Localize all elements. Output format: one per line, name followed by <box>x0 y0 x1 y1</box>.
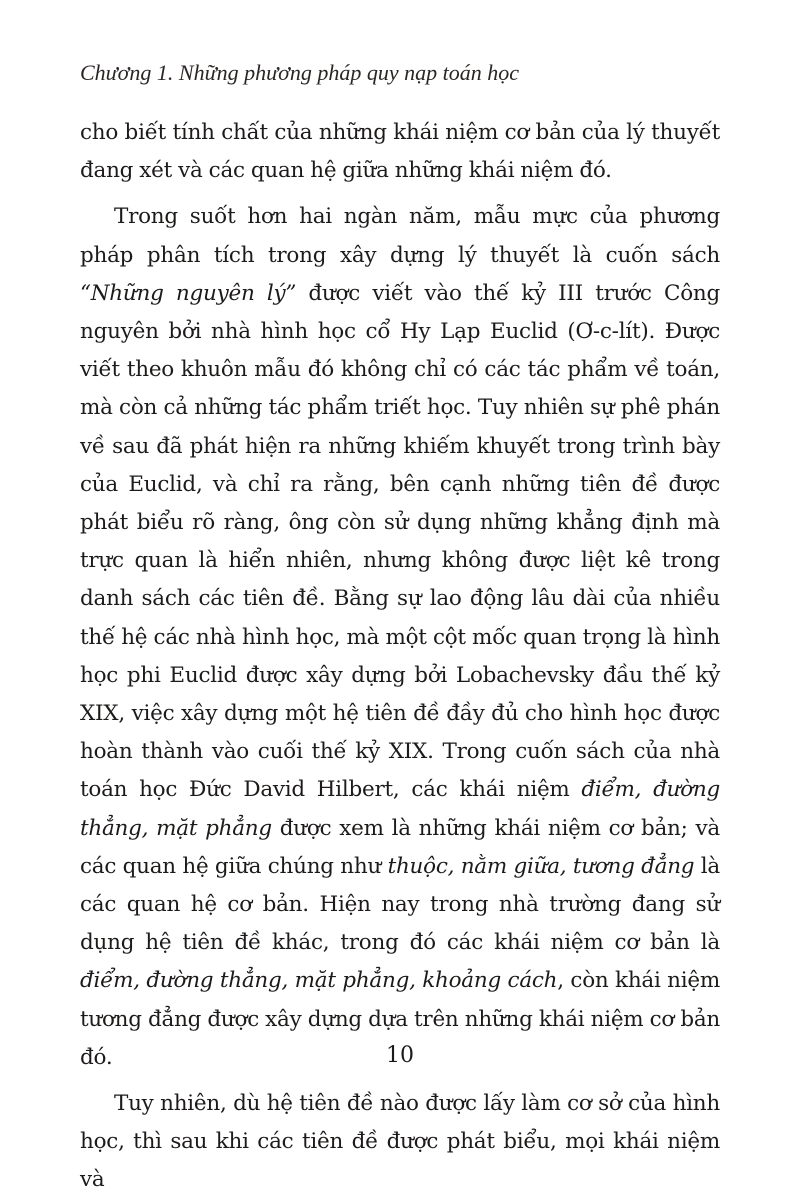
italic-basic-concepts-school: điểm, đường thẳng, mặt phẳng, khoảng cách <box>80 968 558 994</box>
text-run: được xem là những khái niệm cơ bản; và các quan hệ giữa chúng như <box>80 815 720 879</box>
paragraph-continuation <box>80 114 720 190</box>
text-run: Trong suốt hơn hai ngàn năm, mẫu mực của phương pháp phân tích trong xây dựng lý thuyết là cuốn sách <box>80 204 720 268</box>
text-run: Tuy nhiên, dù hệ tiên đề nào được lấy làm cơ sở của hình học, thì sau khi các tiên đề được phát biểu, mọi khái niệm và <box>80 1091 720 1193</box>
body-text <box>80 114 720 1200</box>
page-number: 10 <box>386 1043 414 1068</box>
chapter-running-header: Chương 1. Những phương pháp quy nạp toán học <box>80 60 519 85</box>
italic-book-title: “Những nguyên lý” <box>80 280 297 306</box>
paragraph-axiom-conclusion <box>80 1085 720 1200</box>
italic-basic-relations: thuộc, nằm giữa, tương đẳng <box>387 853 695 879</box>
italic-basic-concepts-hilbert: điểm, đường thẳng, mặt phẳng <box>80 777 720 841</box>
text-run: , còn khái niệm tương đẳng được xây dựng dựa trên những khái niệm cơ bản đó. <box>80 968 721 1070</box>
text-run: là các quan hệ cơ bản. Hiện nay trong nhà trường đang sử dụng hệ tiên đề khác, trong đó các khái niệm cơ bản là <box>80 853 720 956</box>
paragraph-euclid-history <box>80 198 720 1077</box>
text-run: được viết vào thế kỷ III trước Công nguyên bởi nhà hình học cổ Hy Lạp Euclid (Ơ-c-lít). Được viết theo khuôn mẫu đó không chỉ có các tác phẩm về toán, mà còn cả những tác phẩm triết học. Tuy nhiên sự phê phán về sau đã phát hiện ra những khiếm khuyết trong trình bày của Euclid, và chỉ ra rằng, bên cạnh những tiên đề được phát biểu rõ ràng, ông còn sử dụng những khẳng định mà trực quan là hiển nhiên, nhưng không được liệt kê trong danh sách các tiên đề. Bằng sự lao động lâu dài của nhiều thế hệ các nhà hình học, mà một cột mốc quan trọng là hình học phi Euclid được xây dựng bởi Lobachevsky đầu thế kỷ XIX, việc xây dựng một hệ tiên đề đầy đủ cho hình học được hoàn thành vào cuối thế kỷ XIX. Trong cuốn sách của nhà toán học Đức David Hilbert, các khái niệm <box>80 280 720 803</box>
text-run: cho biết tính chất của những khái niệm cơ bản của lý thuyết đang xét và các quan hệ giữa những khái niệm đó. <box>80 120 720 184</box>
